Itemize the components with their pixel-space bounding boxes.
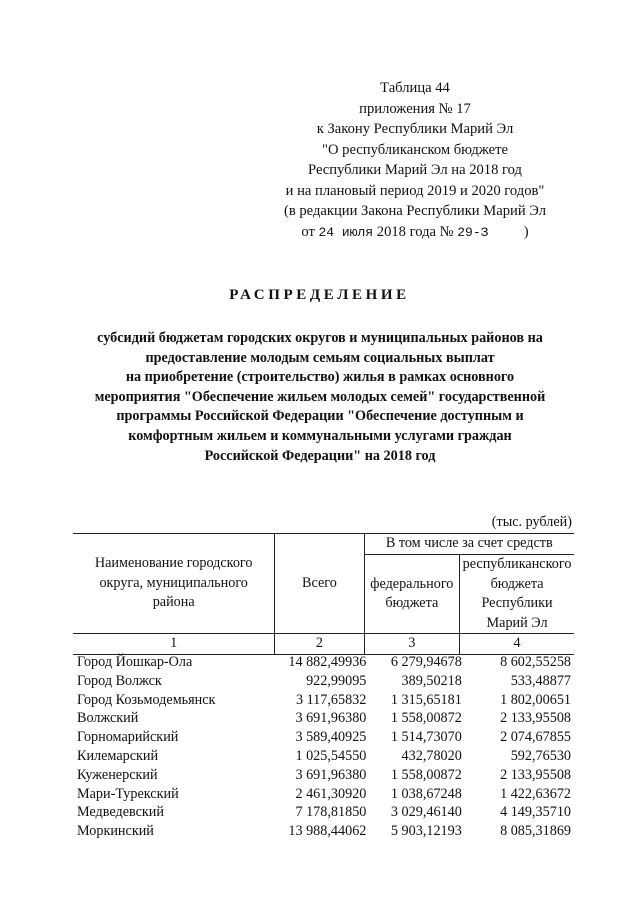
subtitle-line: комфортным жильем и коммунальными услугами граждан [128, 427, 512, 444]
row-name: Мари-Турекский [77, 785, 179, 802]
row-federal: 1 038,67248 [390, 785, 462, 802]
row-total: 3 589,40925 [295, 729, 367, 746]
row-republic: 2 133,95508 [500, 710, 571, 727]
table-row [73, 709, 574, 728]
column-number: 4 [460, 634, 574, 655]
revision-note: (в редакции Закона Республики Марий Эл [283, 203, 547, 219]
table-row [73, 672, 574, 691]
appendix-number: приложения № 17 [359, 100, 471, 117]
row-name: Куженерский [77, 766, 158, 783]
document-title: РАСПРЕДЕЛЕНИЕ [229, 287, 410, 303]
column-number: 2 [275, 634, 364, 655]
law-title-line-1: "О республиканском бюджете [322, 141, 508, 158]
row-federal: 1 558,00872 [390, 710, 462, 727]
row-republic: 1 422,63672 [500, 785, 571, 802]
table-row [73, 747, 574, 766]
law-reference: к Закону Республики Марий Эл [316, 121, 514, 137]
row-republic: 8 602,55258 [500, 654, 571, 670]
subtitle-line: программы Российской Федерации "Обеспечение доступным и [116, 408, 524, 425]
row-republic: 533,48877 [510, 672, 571, 689]
row-federal: 432,78020 [401, 747, 462, 764]
row-name: Килемарский [77, 747, 159, 764]
row-republic: 8 085,31869 [500, 823, 571, 840]
table-row [73, 803, 574, 822]
table-number: Таблица 44 [380, 80, 450, 96]
table-row [73, 728, 574, 747]
table-row [73, 785, 574, 804]
table-row [73, 691, 574, 710]
subtitle-line: субсидий бюджетам городских округов и муниципальных районов на [97, 330, 543, 346]
row-name: Горномарийский [77, 729, 179, 746]
row-name: Город Йошкар-Ола [77, 654, 193, 670]
revision-date-line [250, 222, 580, 244]
law-title-line-3: и на плановый период 2019 и 2020 годов" [285, 182, 545, 199]
units-note: (тыс. рублей) [491, 514, 572, 530]
row-name: Медведевский [77, 804, 164, 821]
row-total: 13 988,44062 [288, 823, 367, 840]
subtitle-line: мероприятия "Обеспечение жильем молодых семей" государственной [94, 388, 546, 405]
row-total: 2 461,30920 [295, 785, 367, 802]
row-federal: 6 279,94678 [390, 654, 462, 670]
table-row [73, 822, 574, 841]
law-title-line-2: Республики Марий Эл на 2018 год [308, 162, 522, 178]
row-total: 922,99095 [306, 672, 367, 689]
column-header-republic: республиканского бюджета Республики Марий Эл [460, 555, 574, 634]
table-row [73, 766, 574, 785]
row-federal: 1 315,65181 [390, 691, 462, 708]
document-header [250, 78, 580, 243]
row-federal: 1 558,00872 [390, 766, 462, 783]
column-header-total: Всего [275, 534, 364, 634]
column-header-name: Наименование городского округа, муниципального района [73, 534, 275, 634]
row-total: 3 117,65832 [295, 691, 367, 708]
row-federal: 1 514,73070 [390, 729, 462, 746]
row-total: 7 178,81850 [295, 804, 367, 821]
row-name: Город Волжск [77, 672, 162, 689]
row-name: Город Козьмодемьянск [77, 691, 216, 708]
row-total: 3 691,96380 [295, 710, 367, 727]
revision-close: ) [523, 223, 529, 240]
row-republic: 2 074,67855 [500, 729, 571, 746]
row-federal: 3 029,46140 [390, 804, 462, 821]
table-row [73, 653, 574, 672]
column-header-group: В том числе за счет средств [364, 534, 574, 555]
column-number: 3 [364, 634, 460, 655]
row-name: Моркинский [77, 823, 154, 840]
data-table [73, 653, 574, 841]
row-republic: 592,76530 [510, 747, 571, 764]
revision-year: 2018 года № [376, 223, 454, 240]
column-number: 1 [73, 634, 275, 655]
row-total: 3 691,96380 [295, 766, 367, 783]
subtitle-line: на приобретение (строительство) жилья в рамках основного [125, 369, 515, 386]
row-republic: 1 802,00651 [500, 691, 571, 708]
revision-date: 24 июля [318, 224, 374, 240]
table-header [73, 533, 574, 655]
row-federal: 389,50218 [401, 672, 462, 689]
revision-prefix: от [301, 223, 315, 240]
subtitle-line: предоставление молодым семьям социальных выплат [145, 349, 495, 366]
subtitle-line: Российской Федерации" на 2018 год [204, 447, 436, 464]
row-total: 1 025,54550 [295, 747, 367, 764]
row-total: 14 882,49936 [288, 654, 367, 670]
revision-number: 29-З [457, 224, 489, 240]
document-subtitle [50, 329, 590, 466]
row-republic: 4 149,35710 [500, 804, 571, 821]
row-federal: 5 903,12193 [390, 823, 462, 840]
row-name: Волжский [77, 710, 139, 727]
column-header-federal: федерального бюджета [364, 555, 460, 634]
row-republic: 2 133,95508 [500, 766, 571, 783]
